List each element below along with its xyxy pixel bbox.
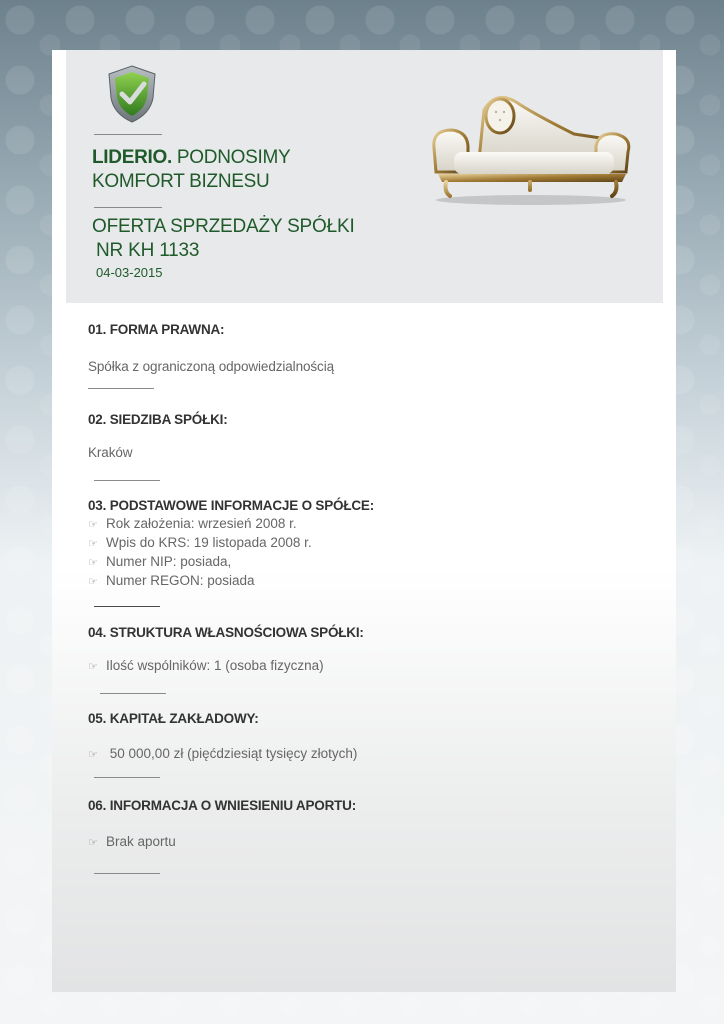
hand-pointer-icon: ☞ <box>88 537 98 550</box>
document-page <box>52 50 676 992</box>
sofa-image <box>424 90 638 208</box>
list-item <box>88 571 255 591</box>
list-item-text: Numer NIP: posiada, <box>106 554 232 569</box>
list-item-text: 50 000,00 zł (pięćdziesiąt tysięcy złotych) <box>109 746 358 761</box>
list-item <box>88 832 176 852</box>
tagline-line-2: KOMFORT BIZNESU <box>92 171 270 192</box>
offer-title-block <box>92 215 392 263</box>
tagline-line-1: PODNOSIMY <box>176 147 291 168</box>
section-text-siedziba: Kraków <box>88 445 133 460</box>
list-item-text: Rok założenia: wrzesień 2008 r. <box>106 516 297 531</box>
list-item <box>88 552 231 572</box>
list-item <box>88 514 297 534</box>
hand-pointer-icon: ☞ <box>88 748 98 761</box>
section-text-forma-prawna: Spółka z ograniczoną odpowiedzialnością <box>88 359 335 374</box>
divider <box>94 873 160 874</box>
offer-number: NR KH 1133 <box>96 240 200 261</box>
list-item-text: Ilość wspólników: 1 (osoba fizyczna) <box>106 658 324 673</box>
offer-title: OFERTA SPRZEDAŻY SPÓŁKI <box>92 216 355 237</box>
list-item <box>88 533 312 553</box>
list-item <box>88 656 324 676</box>
list-item <box>88 744 357 764</box>
section-title-forma-prawna: 01. FORMA PRAWNA: <box>88 322 225 337</box>
brand-tagline <box>92 146 342 194</box>
divider <box>94 480 160 481</box>
divider <box>94 134 162 135</box>
hand-pointer-icon: ☞ <box>88 836 98 849</box>
header-panel <box>66 50 663 303</box>
divider <box>94 207 162 208</box>
list-item-text: Brak aportu <box>106 834 176 849</box>
offer-date: 04-03-2015 <box>96 265 163 280</box>
section-title-struktura: 04. STRUKTURA WŁASNOŚCIOWA SPÓŁKI: <box>88 625 364 640</box>
list-item-text: Wpis do KRS: 19 listopada 2008 r. <box>106 535 312 550</box>
divider <box>88 388 154 389</box>
hand-pointer-icon: ☞ <box>88 660 98 673</box>
section-title-podstawowe-informacje: 03. PODSTAWOWE INFORMACJE O SPÓŁCE: <box>88 498 375 513</box>
hand-pointer-icon: ☞ <box>88 518 98 531</box>
section-title-aport: 06. INFORMACJA O WNIESIENIU APORTU: <box>88 798 357 813</box>
divider <box>100 693 166 694</box>
divider <box>94 777 160 778</box>
hand-pointer-icon: ☞ <box>88 556 98 569</box>
hand-pointer-icon: ☞ <box>88 575 98 588</box>
divider <box>94 606 160 607</box>
section-title-kapital: 05. KAPITAŁ ZAKŁADOWY: <box>88 711 259 726</box>
list-item-text: Numer REGON: posiada <box>106 573 255 588</box>
shield-check-icon <box>106 64 158 124</box>
section-title-siedziba: 02. SIEDZIBA SPÓŁKI: <box>88 412 228 427</box>
brand-name: LIDERIO. <box>92 147 172 168</box>
